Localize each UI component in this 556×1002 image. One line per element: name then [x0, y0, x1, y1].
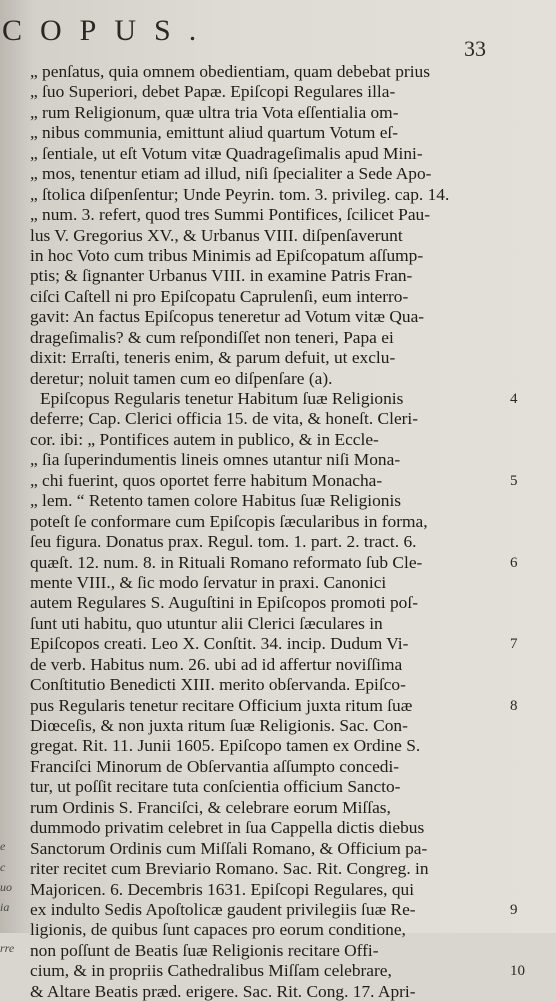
text-line	[30, 103, 502, 123]
text-line	[30, 205, 502, 225]
text-line	[30, 818, 502, 838]
text-line	[30, 450, 502, 470]
text-line	[30, 920, 502, 940]
text-line-content: drageſimalis? & cum reſpondiſſet non teneri, Papa ei	[30, 327, 394, 347]
text-line	[30, 941, 502, 961]
text-line-content: ſeu figura. Donatus prax. Regul. tom. 1. part. 2. tract. 6.	[30, 532, 417, 552]
text-line	[30, 470, 518, 491]
running-head: COPUS.	[2, 14, 215, 47]
text-line	[30, 573, 502, 593]
text-line-content: riter recitet cum Breviario Romano. Sac. Rit. Congreg. in	[30, 859, 429, 879]
text-line	[30, 512, 502, 532]
text-line-content: „ ſuo Superiori, debet Papæ. Epiſcopi Regulares illa-	[30, 82, 396, 102]
text-line-content: lus V. Gregorius XV., & Urbanus VIII. diſpenſaverunt	[30, 225, 403, 245]
text-line-content: Conſtitutio Benedicti XIII. merito obſervanda. Epiſco-	[30, 675, 406, 695]
margin-note-number: 4	[510, 391, 518, 407]
margin-note-number: 8	[510, 697, 518, 714]
text-line-content: gregat. Rit. 11. Junii 1605. Epiſcopo tamen ex Ordine S.	[30, 736, 421, 756]
margin-note-number: 6	[510, 554, 518, 571]
text-line-content: „ nibus communia, emittunt aliud quartum Votum eſ-	[30, 123, 399, 143]
text-line-content: „ rum Religionum, quæ ultra tria Vota eſſentialia om-	[30, 102, 399, 122]
margin-fragment: rre	[0, 941, 15, 956]
text-line-content: & Altare Beatis præd. erigere. Sac. Rit. Cong. 17. Apri-	[30, 981, 416, 1001]
text-line	[30, 328, 502, 348]
text-line	[30, 961, 525, 981]
text-line-content: dummodo privatim celebret in ſua Cappella dictis diebus	[30, 818, 425, 838]
text-line-content: „ ſtolica diſpenſentur; Unde Peyrin. tom. 3. privileg. cap. 14.	[30, 184, 450, 204]
text-line	[30, 430, 502, 450]
margin-fragment: e	[0, 839, 6, 854]
text-line	[30, 246, 502, 266]
text-line-content: quæſt. 12. num. 8. in Rituali Romano reformato ſub Cle-	[30, 552, 423, 572]
text-line-content: „ num. 3. refert, quod tres Summi Pontifices, ſcilicet Pau-	[30, 205, 431, 225]
margin-note-number: 10	[510, 963, 525, 980]
text-line	[30, 82, 502, 102]
margin-note-number: 5	[510, 472, 518, 489]
margin-note-number: 7	[510, 636, 518, 653]
margin-fragment: c	[0, 859, 6, 874]
page-number: 33	[464, 36, 486, 61]
text-line	[30, 307, 502, 327]
text-line-content: ſunt uti habitu, quo utuntur alii Clerici ſæculares in	[30, 613, 383, 633]
text-line-content: mente VIII., & ſic modo ſervatur in praxi. Canonici	[30, 572, 387, 592]
text-line	[30, 899, 518, 920]
text-line-content: cium, & in propriis Cathedralibus Miſſam celebrare,	[30, 961, 392, 981]
text-line-content: deferre; Cap. Clerici officia 15. de vita, & honeſt. Cleri-	[30, 409, 419, 429]
page-header	[0, 14, 556, 61]
text-line-content: „ chi fuerint, quos oportet ferre habitum Monacha-	[30, 470, 383, 490]
text-line	[30, 880, 502, 900]
text-line-content: Epiſcopos creati. Leo X. Conſtit. 34. incip. Dudum Vi-	[30, 634, 409, 654]
text-line-content: cor. ibi: „ Pontifices autem in publico, & in Eccle-	[30, 429, 379, 449]
text-line-content: „ ſentiale, ut eſt Votum vitæ Quadrageſimalis apud Mini-	[30, 143, 423, 163]
text-line	[30, 532, 502, 552]
text-line-content: Franciſci Minorum de Obſervantia aſſumpto concedi-	[30, 756, 400, 776]
text-line-content: pus Regularis tenetur recitare Officium juxta ritum ſuæ	[30, 695, 413, 715]
text-line	[30, 164, 502, 184]
text-line	[30, 655, 502, 675]
text-line-content: „ penſatus, quia omnem obedientiam, quam debebat prius	[30, 62, 430, 81]
text-line	[30, 369, 502, 389]
text-line-content: „ mos, tenentur etiam ad illud, niſi ſpecialiter a Sede Apo-	[30, 164, 432, 184]
text-line	[30, 185, 502, 205]
text-line	[30, 62, 502, 82]
text-line	[30, 716, 502, 736]
text-line-content: ptis; & ſignanter Urbanus VIII. in examine Patris Fran-	[30, 266, 413, 286]
text-line	[30, 491, 502, 511]
text-line	[30, 736, 502, 756]
text-line-content: de verb. Habitus num. 26. ubi ad id affertur noviſſima	[30, 654, 403, 674]
text-line	[30, 798, 502, 818]
text-line-content: gavit: An factus Epiſcopus teneretur ad Votum vitæ Qua-	[30, 307, 425, 327]
text-line-content: autem Regulares S. Auguſtini in Epiſcopos promoti poſ-	[30, 593, 418, 613]
margin-fragment: ia	[0, 900, 10, 915]
text-line	[30, 777, 502, 797]
text-line	[30, 144, 502, 164]
text-line	[30, 634, 518, 654]
text-line	[30, 675, 502, 695]
text-line	[30, 552, 518, 573]
text-line-content: in hoc Voto cum tribus Minimis ad Epiſcopatum aſſump-	[30, 245, 424, 265]
text-line	[30, 614, 502, 634]
text-line-content: „ lem. “ Retento tamen colore Habitus ſuæ Religionis	[30, 491, 402, 511]
margin-fragment: uo	[0, 880, 12, 894]
text-line-content: ligionis, de quibus ſunt capaces pro eorum conditione,	[30, 920, 406, 940]
text-line	[30, 123, 502, 143]
text-line-content: „ ſia ſuperindumentis lineis omnes utantur niſi Mona-	[30, 450, 401, 470]
text-line	[30, 982, 502, 1002]
text-line	[30, 348, 502, 368]
text-line-content: Diœceſis, & non juxta ritum ſuæ Religionis. Sac. Con-	[30, 716, 408, 735]
text-line	[30, 593, 502, 613]
text-line	[30, 226, 502, 246]
text-line-content: dixit: Erraſti, teneris enim, & parum defuit, ut exclu-	[30, 348, 396, 368]
text-line	[30, 859, 502, 879]
text-line	[30, 389, 518, 409]
margin-note-number: 9	[510, 901, 518, 918]
body-text	[30, 62, 525, 1002]
text-line	[30, 757, 502, 777]
text-line	[30, 839, 502, 859]
text-line	[30, 695, 518, 716]
text-line-content: poteſt ſe conformare cum Epiſcopis ſæcularibus in forma,	[30, 511, 428, 531]
text-line-content: Majoricen. 6. Decembris 1631. Epiſcopi Regulares, qui	[30, 879, 415, 899]
text-line-content: non poſſunt de Beatis ſuæ Religionis recitare Offi-	[30, 940, 379, 960]
text-line	[30, 409, 502, 429]
text-line	[30, 266, 502, 286]
text-line-content: ex indulto Sedis Apoſtolicæ gaudent privilegiis ſuæ Re-	[30, 899, 416, 919]
text-line-content: deretur; noluit tamen cum eo diſpenſare (a).	[30, 368, 333, 388]
text-line-content: Epiſcopus Regularis tenetur Habitum ſuæ Religionis	[40, 389, 404, 408]
left-margin-fragments	[0, 0, 24, 956]
text-line-content: Sanctorum Ordinis cum Miſſali Romano, & Officium pa-	[30, 838, 428, 858]
text-line-content: ciſci Caſtell ni pro Epiſcopatu Caprulenſi, eum interro-	[30, 286, 409, 306]
text-line	[30, 287, 502, 307]
text-line-content: tur, ut poſſit recitare tuta conſcientia officium Sancto-	[30, 777, 401, 797]
text-line-content: rum Ordinis S. Franciſci, & celebrare eorum Miſſas,	[30, 797, 391, 817]
